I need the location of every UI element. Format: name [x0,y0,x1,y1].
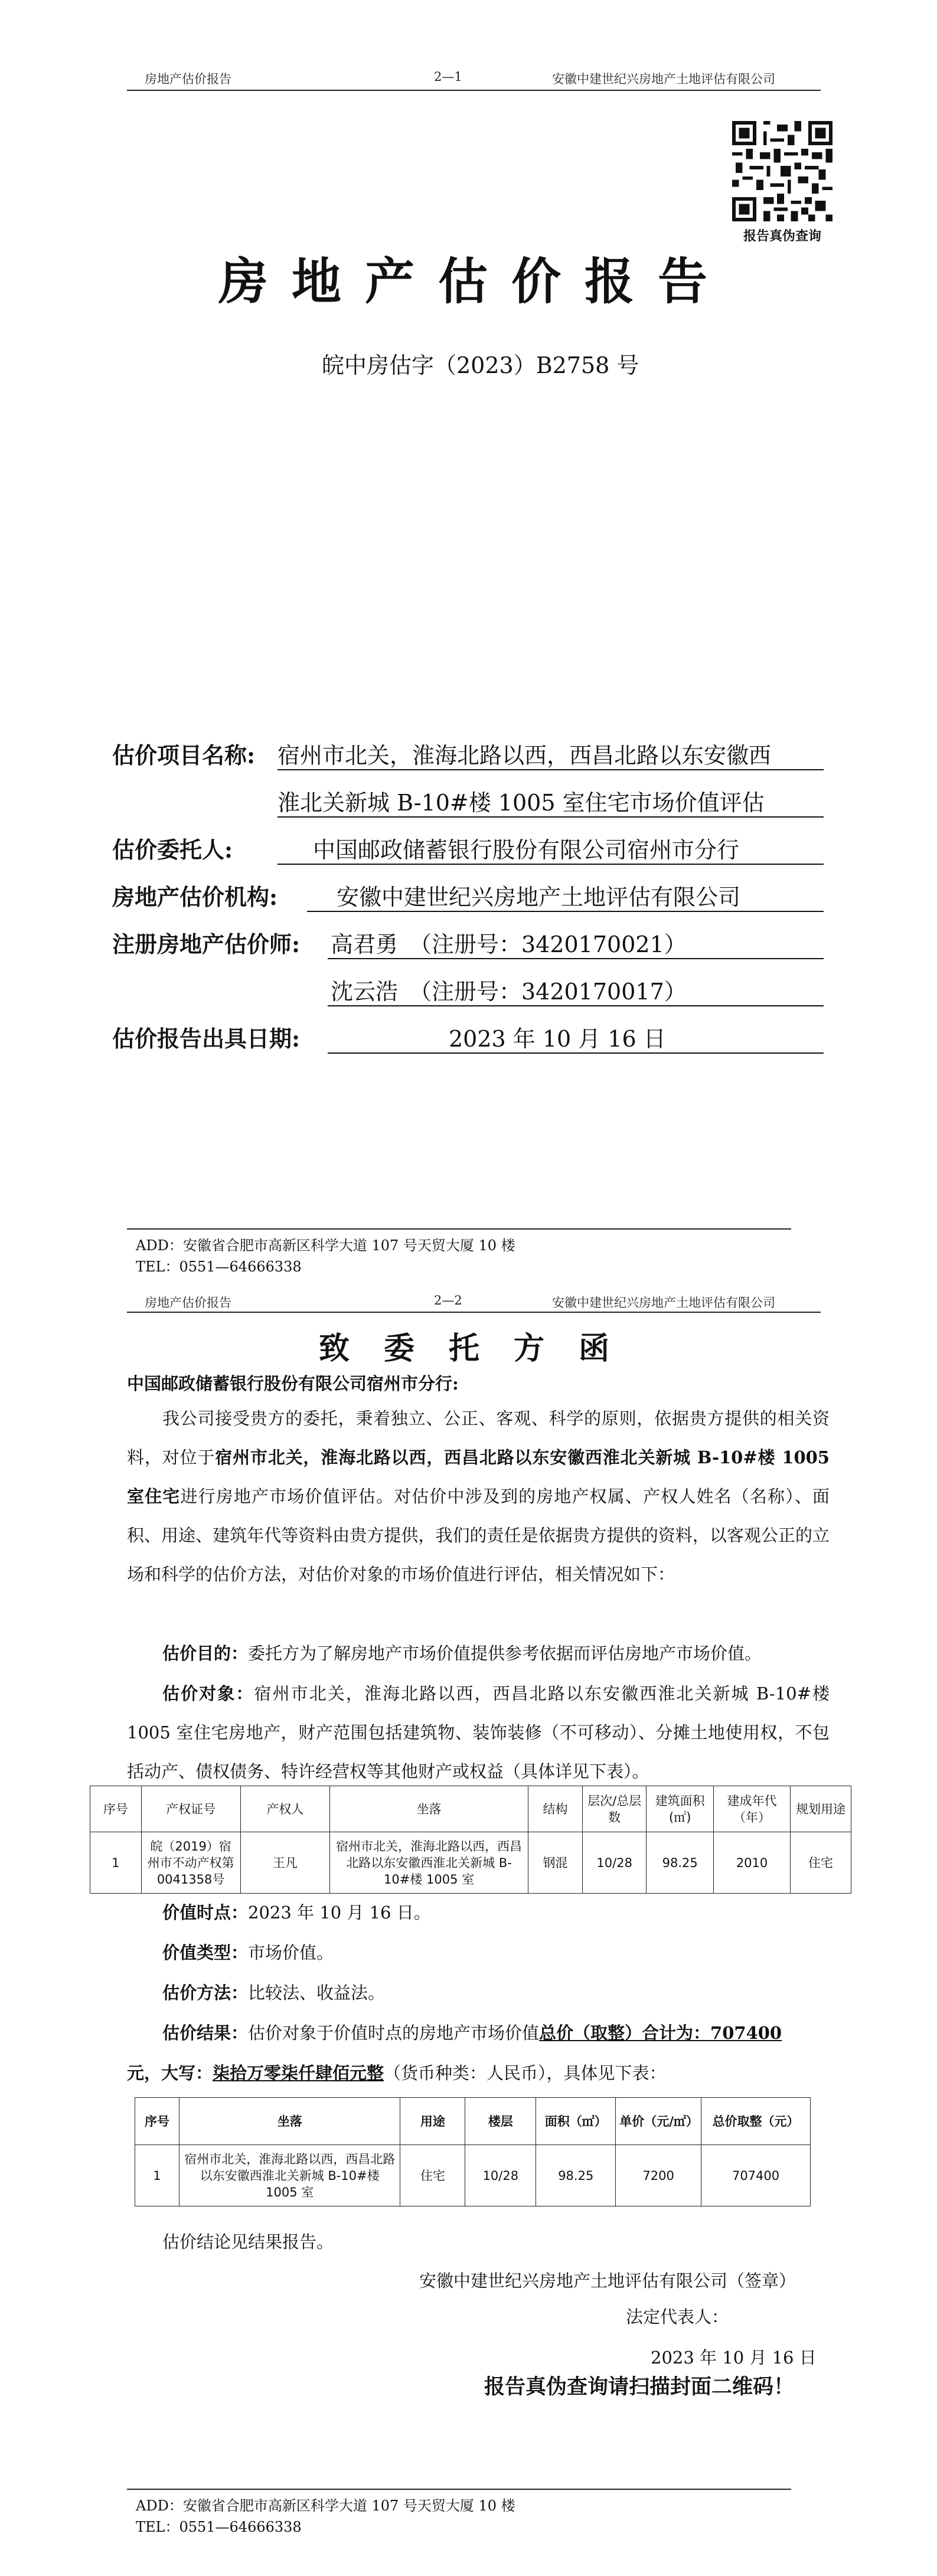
cell: 1 [135,2145,179,2206]
result-line2 [127,2060,667,2086]
agency-value: 安徽中建世纪兴房地产土地评估有限公司 [337,884,741,910]
intro-text: 我公司接受贵方的委托，秉着独立、公正、客观、科学的原则，依据贵方提供的相关资料，对位于 [127,1408,830,1467]
footer-address: ADD：安徽省合肥市高新区科学大道 107 号天贸大厦 10 楼 [136,2497,515,2514]
underline [277,769,824,770]
verification-note: 报告真伪查询请扫描封面二维码！ [484,2375,795,2399]
result-total: 总价（取整）合计为：707400 [539,2023,782,2043]
footer-rule [127,1228,791,1230]
agency-label: 房地产估价机构: [112,884,278,910]
cell: 宿州市北关，淮海北路以西，西昌北路以东安徽西淮北关新城 B-10#楼 1005 室 [330,1832,528,1894]
col-header: 序号 [90,1786,142,1832]
project-name-label: 估价项目名称: [112,742,256,769]
cell: 2010 [714,1832,791,1894]
result-table [135,2097,811,2206]
cell: 钢混 [528,1832,582,1894]
letter-title: 致委托方函 [319,1331,644,1367]
underline [277,816,824,818]
col-header: 规划用途 [791,1786,851,1832]
col-header: 单价（元/㎡） [616,2098,701,2145]
addressee: 中国邮政储蓄银行股份有限公司宿州市分行: [127,1374,459,1394]
conclusion: 估价结论见结果报告。 [162,2232,334,2252]
method-label: 估价方法： [162,1983,249,2003]
appraiser-label: 注册房地产估价师: [112,931,301,957]
value-type-label: 价值类型： [162,1943,249,1963]
method-text: 比较法、收益法。 [248,1983,386,2003]
value-type-text: 市场价值。 [248,1943,334,1963]
underline [328,1005,824,1006]
header-left: 房地产估价报告 [145,72,231,86]
cell: 707400 [701,2145,811,2206]
intro-text-rest: 进行房地产市场价值评估。对估价中涉及到的房地产权属、产权人姓名（名称）、面积、用途、建筑年代等资料由贵方提供，我们的责任是依据贵方提供的资料，以客观公正的立场和科学的估价方法，对估价对象的市场价值进行评估，相关情况如下： [127,1486,830,1584]
header-page-number: 2—2 [434,1293,462,1307]
header-left: 房地产估价报告 [145,1296,231,1310]
header-company: 安徽中建世纪兴房地产土地评估有限公司 [552,72,775,86]
col-header: 面积（㎡） [536,2098,616,2145]
cell: 宿州市北关，淮海北路以西，西昌北路以东安徽西淮北关新城 B-10#楼 1005 室 [179,2145,400,2206]
cell: 10/28 [583,1832,647,1894]
document-number: 皖中房估字（2023）B2758 号 [322,352,639,378]
underline [307,911,824,912]
cell: 98.25 [536,2145,616,2206]
qr-caption: 报告真伪查询 [743,228,821,244]
object-text: 宿州市北关，淮海北路以西，西昌北路以东安徽西淮北关新城 B-10#楼 1005 室住宅房地产，财产范围包括建筑物、装饰装修（不可移动）、分摊土地使用权，不包括动产、债权债务、特许经营权等其他财产或权益（具体详见下表）。 [127,1683,830,1781]
company-signature: 安徽中建世纪兴房地产土地评估有限公司（签章） [419,2271,796,2291]
result-currency: （货币种类：人民币），具体见下表： [384,2063,667,2083]
purpose-paragraph [127,1634,830,1673]
col-header: 楼层 [465,2098,536,2145]
header-page-number: 2—1 [434,70,462,84]
cell: 住宅 [400,2145,465,2206]
header-company: 安徽中建世纪兴房地产土地评估有限公司 [552,1296,775,1310]
col-header: 总价取整（元） [701,2098,811,2145]
col-header: 建成年代（年） [714,1786,791,1832]
col-header: 用途 [400,2098,465,2145]
header-rule [127,90,821,91]
value-time-label: 价值时点： [162,1902,249,1923]
col-header: 建筑面积(㎡) [647,1786,714,1832]
footer-address: ADD：安徽省合肥市高新区科学大道 107 号天贸大厦 10 楼 [136,1237,515,1254]
cell: 王凡 [240,1832,330,1894]
result-line1 [162,2020,782,2046]
table-header-row [90,1786,851,1832]
result-caps-amount: 柒拾万零柒仟肆佰元整 [213,2063,384,2083]
result-label: 估价结果： [162,2023,249,2043]
qr-code-icon [732,121,832,221]
purpose-label: 估价目的： [162,1643,249,1663]
header-rule [127,1312,821,1313]
report-date-label: 估价报告出具日期: [112,1025,301,1052]
intro-paragraph [127,1399,830,1594]
report-title: 房地产估价报告 [218,252,732,310]
value-type [162,1940,334,1966]
object-paragraph [127,1674,830,1791]
footer-rule [127,2489,791,2490]
col-header: 产权人 [240,1786,330,1832]
appraiser-1: 高君勇 （注册号：3420170021） [331,931,687,957]
property-table [90,1786,851,1894]
underline [277,864,824,865]
legal-representative: 法定代表人： [626,2307,729,2327]
col-header: 层次/总层数 [583,1786,647,1832]
underline [328,958,824,959]
cell: 10/28 [465,2145,536,2206]
cell: 皖（2019）宿州市不动产权第0041358号 [141,1832,240,1894]
value-time-text: 2023 年 10 月 16 日。 [248,1902,431,1923]
col-header: 坐落 [330,1786,528,1832]
client-label: 估价委托人: [112,836,233,863]
report-date-value: 2023 年 10 月 16 日 [449,1026,666,1052]
col-header: 结构 [528,1786,582,1832]
signature-date: 2023 年 10 月 16 日 [651,2348,817,2368]
purpose-text: 委托方为了解房地产市场价值提供参考依据而评估房地产市场价值。 [248,1643,762,1663]
footer-tel: TEL：0551—64666338 [136,1258,302,1275]
table-row [135,2145,811,2206]
object-label: 估价对象： [162,1683,254,1704]
project-name-line1: 宿州市北关，淮海北路以西，西昌北路以东安徽西 [277,743,772,769]
underline [328,1052,824,1054]
cell: 98.25 [647,1832,714,1894]
method [162,1980,385,2006]
col-header: 序号 [135,2098,179,2145]
project-name-line2: 淮北关新城 B-10#楼 1005 室住宅市场价值评估 [277,790,765,816]
intro-subject: 宿州市北关，淮海北路以西，西昌北路以东安徽西淮北关新城 B-10#楼 1005 室住宅 [127,1447,830,1506]
footer-tel: TEL：0551—64666338 [136,2519,302,2535]
table-row [90,1832,851,1894]
col-header: 产权证号 [141,1786,240,1832]
cell: 住宅 [791,1832,851,1894]
appraiser-2: 沈云浩 （注册号：3420170017） [331,979,687,1005]
result-text: 估价对象于价值时点的房地产市场价值 [248,2023,540,2043]
table-header-row [135,2098,811,2145]
value-time [162,1900,431,1926]
cell: 1 [90,1832,142,1894]
cell: 7200 [616,2145,701,2206]
col-header: 坐落 [179,2098,400,2145]
client-value: 中国邮政储蓄银行股份有限公司宿州市分行 [313,837,740,863]
result-caps-label: 元，大写： [127,2063,213,2083]
